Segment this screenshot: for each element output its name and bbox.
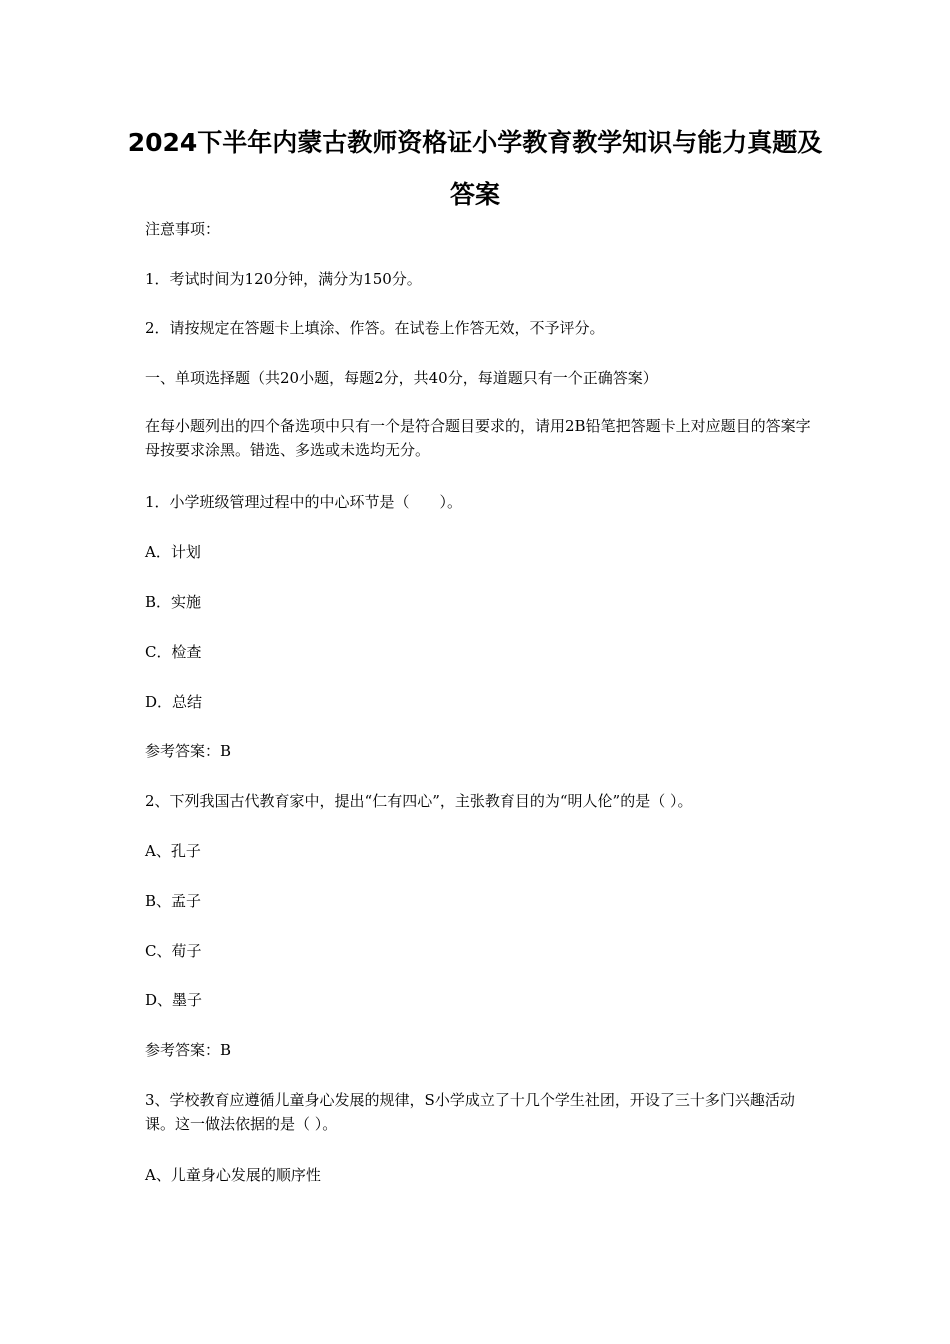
question-answer: 参考答案：B: [145, 1041, 232, 1059]
section-heading: 一、单项选择题（共20小题，每题2分，共40分，每道题只有一个正确答案）: [145, 369, 658, 387]
question-option: A、孔子: [145, 842, 201, 860]
question-answer: 参考答案：B: [145, 742, 232, 760]
question-stem: 3、学校教育应遵循儿童身心发展的规律，S小学成立了十几个学生社团，开设了三十多门兴趣活动课。这一做法依据的是（ ）。: [145, 1091, 795, 1133]
question-option: A．计划: [145, 543, 201, 561]
notice-heading: 注意事项：: [145, 220, 221, 238]
question-option: C、荀子: [145, 942, 202, 960]
question-option: D、墨子: [145, 991, 203, 1009]
question-option: B．实施: [145, 593, 202, 611]
notice-item: 2．请按规定在答题卡上填涂、作答。在试卷上作答无效，不予评分。: [145, 319, 605, 337]
notice-item: 1．考试时间为120分钟，满分为150分。: [145, 270, 422, 288]
question-option: C．检查: [145, 643, 202, 661]
question-stem: 2、下列我国古代教育家中，提出“仁有四心”，主张教育目的为“明人伦”的是（ ）。: [145, 792, 693, 810]
question-option: A、儿童身心发展的顺序性: [145, 1166, 321, 1184]
section-instructions: 在每小题列出的四个备选项中只有一个是符合题目要求的，请用2B铅笔把答题卡上对应题目的答案字母按要求涂黑。错选、多选或未选均无分。: [145, 417, 811, 459]
question-stem: 1．小学班级管理过程中的中心环节是（ ）。: [145, 493, 463, 511]
question-option: D．总结: [145, 693, 203, 711]
document-title: 2024下半年内蒙古教师资格证小学教育教学知识与能力真题及答案: [127, 128, 823, 209]
question-option: B、孟子: [145, 892, 202, 910]
